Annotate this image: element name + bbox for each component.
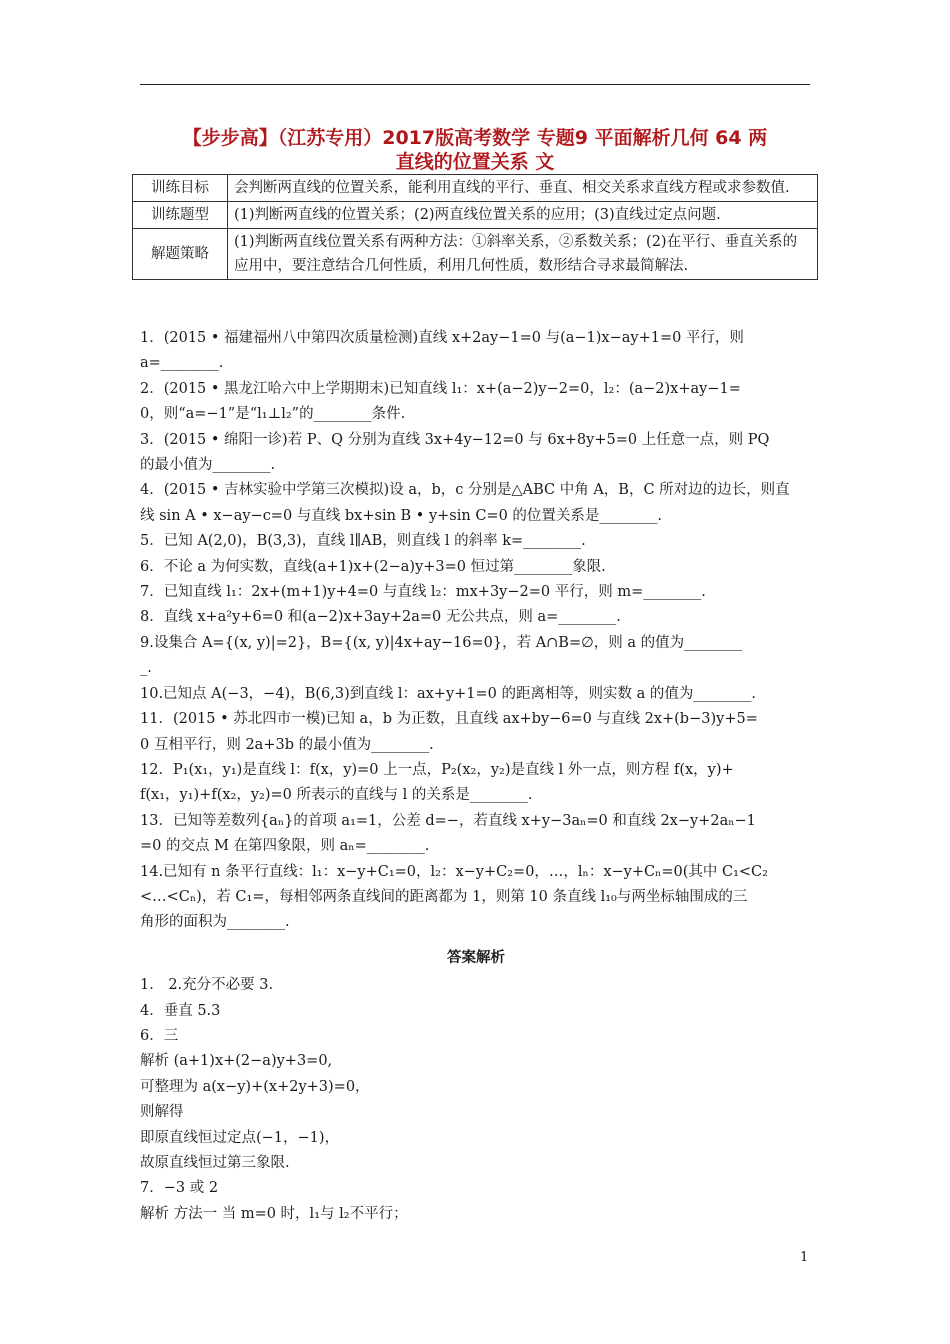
table-row bbox=[133, 202, 818, 229]
table-row bbox=[133, 175, 818, 202]
question-line: 12．P₁(x₁，y₁)是直线 l：f(x，y)=0 上一点，P₂(x₂，y₂)是直线 l 外一点，则方程 f(x，y)+ bbox=[140, 761, 734, 778]
document-title bbox=[140, 126, 810, 174]
question-line: 8．直线 x+a²y+6=0 和(a−2)x+3ay+2a=0 无公共点，则 a=________. bbox=[140, 609, 621, 626]
training-info-table bbox=[132, 174, 818, 280]
question-line: 4．(2015 • 吉林实验中学第三次模拟)设 a，b，c 分别是△ABC 中角 A，B，C 所对边的边长，则直 bbox=[140, 482, 790, 499]
question-line: 9.设集合 A={(x, y)|=2}，B={(x, y)|4x+ay−16=0}，若 A∩B=∅，则 a 的值为________ bbox=[140, 634, 743, 651]
page-number: 1 bbox=[800, 1250, 809, 1265]
question-line: 5．已知 A(2,0)，B(3,3)，直线 l∥AB，则直线 l 的斜率 k=________. bbox=[140, 533, 586, 550]
question-line: 线 sin A • x−ay−c=0 与直线 bx+sin B • y+sin C=0 的位置关系是________. bbox=[140, 507, 663, 524]
question-line: _. bbox=[140, 660, 152, 677]
row-key: 训练目标 bbox=[133, 175, 228, 202]
answer-line: 即原直线恒过定点(−1，−1)， bbox=[140, 1129, 340, 1146]
document-body bbox=[140, 326, 812, 1227]
question-line: 10.已知点 A(−3，−4)，B(6,3)到直线 l：ax+y+1=0 的距离相等，则实数 a 的值为________. bbox=[140, 685, 756, 702]
table-row bbox=[133, 229, 818, 280]
question-list bbox=[140, 326, 812, 936]
question-line: 2．(2015 • 黑龙江哈六中上学期期末)已知直线 l₁：x+(a−2)y−2=0，l₂：(a−2)x+ay−1= bbox=[140, 380, 741, 397]
question-line: 0 互相平行，则 2a+3b 的最小值为________. bbox=[140, 736, 434, 753]
answer-line: 可整理为 a(x−y)+(x+2y+3)=0， bbox=[140, 1078, 370, 1095]
answers-heading: 答案解析 bbox=[447, 949, 505, 966]
row-value: 会判断两直线的位置关系，能利用直线的平行、垂直、相交关系求直线方程或求参数值. bbox=[228, 175, 818, 202]
answer-line: 故原直线恒过第三象限. bbox=[140, 1155, 290, 1171]
answer-line: 解析 方法一 当 m=0 时，l₁与 l₂不平行； bbox=[140, 1205, 408, 1222]
question-line: 的最小值为________. bbox=[140, 457, 276, 474]
question-line: f(x₁，y₁)+f(x₂，y₂)=0 所表示的直线与 l 的关系是________. bbox=[140, 787, 533, 804]
answer-line: 6．三 bbox=[140, 1027, 179, 1044]
question-line: 13．已知等差数列{aₙ}的首项 a₁=1，公差 d=−，若直线 x+y−3aₙ=0 和直线 2x−y+2aₙ−1 bbox=[140, 812, 756, 829]
question-line: 1．(2015 • 福建福州八中第四次质量检测)直线 x+2ay−1=0 与(a−1)x−ay+1=0 平行，则 bbox=[140, 330, 744, 346]
answer-line: 1． 2.充分不必要 3. bbox=[140, 977, 274, 994]
answer-list bbox=[140, 973, 812, 1227]
question-line: 11．(2015 • 苏北四市一模)已知 a，b 为正数，且直线 ax+by−6=0 与直线 2x+(b−3)y+5= bbox=[140, 711, 758, 728]
question-line: 6．不论 a 为何实数，直线(a+1)x+(2−a)y+3=0 恒过第________象限. bbox=[140, 558, 606, 575]
row-key: 训练题型 bbox=[133, 202, 228, 229]
question-line: <…<Cₙ)，若 C₁=，每相邻两条直线间的距离都为 1，则第 10 条直线 l₁₀与两坐标轴围成的三 bbox=[140, 888, 748, 905]
question-line: 0，则“a=−1”是“l₁⊥l₂”的________条件. bbox=[140, 406, 406, 423]
question-line: 角形的面积为________. bbox=[140, 914, 290, 931]
question-line: =0 的交点 M 在第四象限，则 aₙ=________. bbox=[140, 838, 430, 855]
question-line: 3．(2015 • 绵阳一诊)若 P、Q 分别为直线 3x+4y−12=0 与 6x+8y+5=0 上任意一点，则 PQ bbox=[140, 431, 770, 448]
title-line-1: 【步步高】（江苏专用）2017版高考数学 专题9 平面解析几何 64 两 bbox=[182, 127, 768, 149]
row-value: (1)判断两直线位置关系有两种方法：①斜率关系，②系数关系；(2)在平行、垂直关系的应用中，要注意结合几何性质，利用几何性质，数形结合寻求最简解法. bbox=[228, 229, 818, 280]
header-rule bbox=[140, 84, 810, 85]
question-line: 7．已知直线 l₁：2x+(m+1)y+4=0 与直线 l₂：mx+3y−2=0 平行，则 m=________. bbox=[140, 584, 706, 601]
question-line: 14.已知有 n 条平行直线：l₁：x−y+C₁=0，l₂：x−y+C₂=0，…，lₙ：x−y+Cₙ=0(其中 C₁<C₂ bbox=[140, 863, 768, 880]
answer-line: 7．−3 或 2 bbox=[140, 1180, 219, 1197]
answer-line: 则解得 bbox=[140, 1104, 184, 1121]
question-line: a=________. bbox=[140, 355, 224, 372]
title-line-2: 直线的位置关系 文 bbox=[395, 151, 555, 173]
answer-line: 解析 (a+1)x+(2−a)y+3=0, bbox=[140, 1053, 333, 1070]
answer-line: 4．垂直 5.3 bbox=[140, 1002, 221, 1019]
row-key: 解题策略 bbox=[133, 229, 228, 280]
row-value: (1)判断两直线的位置关系；(2)两直线位置关系的应用；(3)直线过定点问题. bbox=[228, 202, 818, 229]
